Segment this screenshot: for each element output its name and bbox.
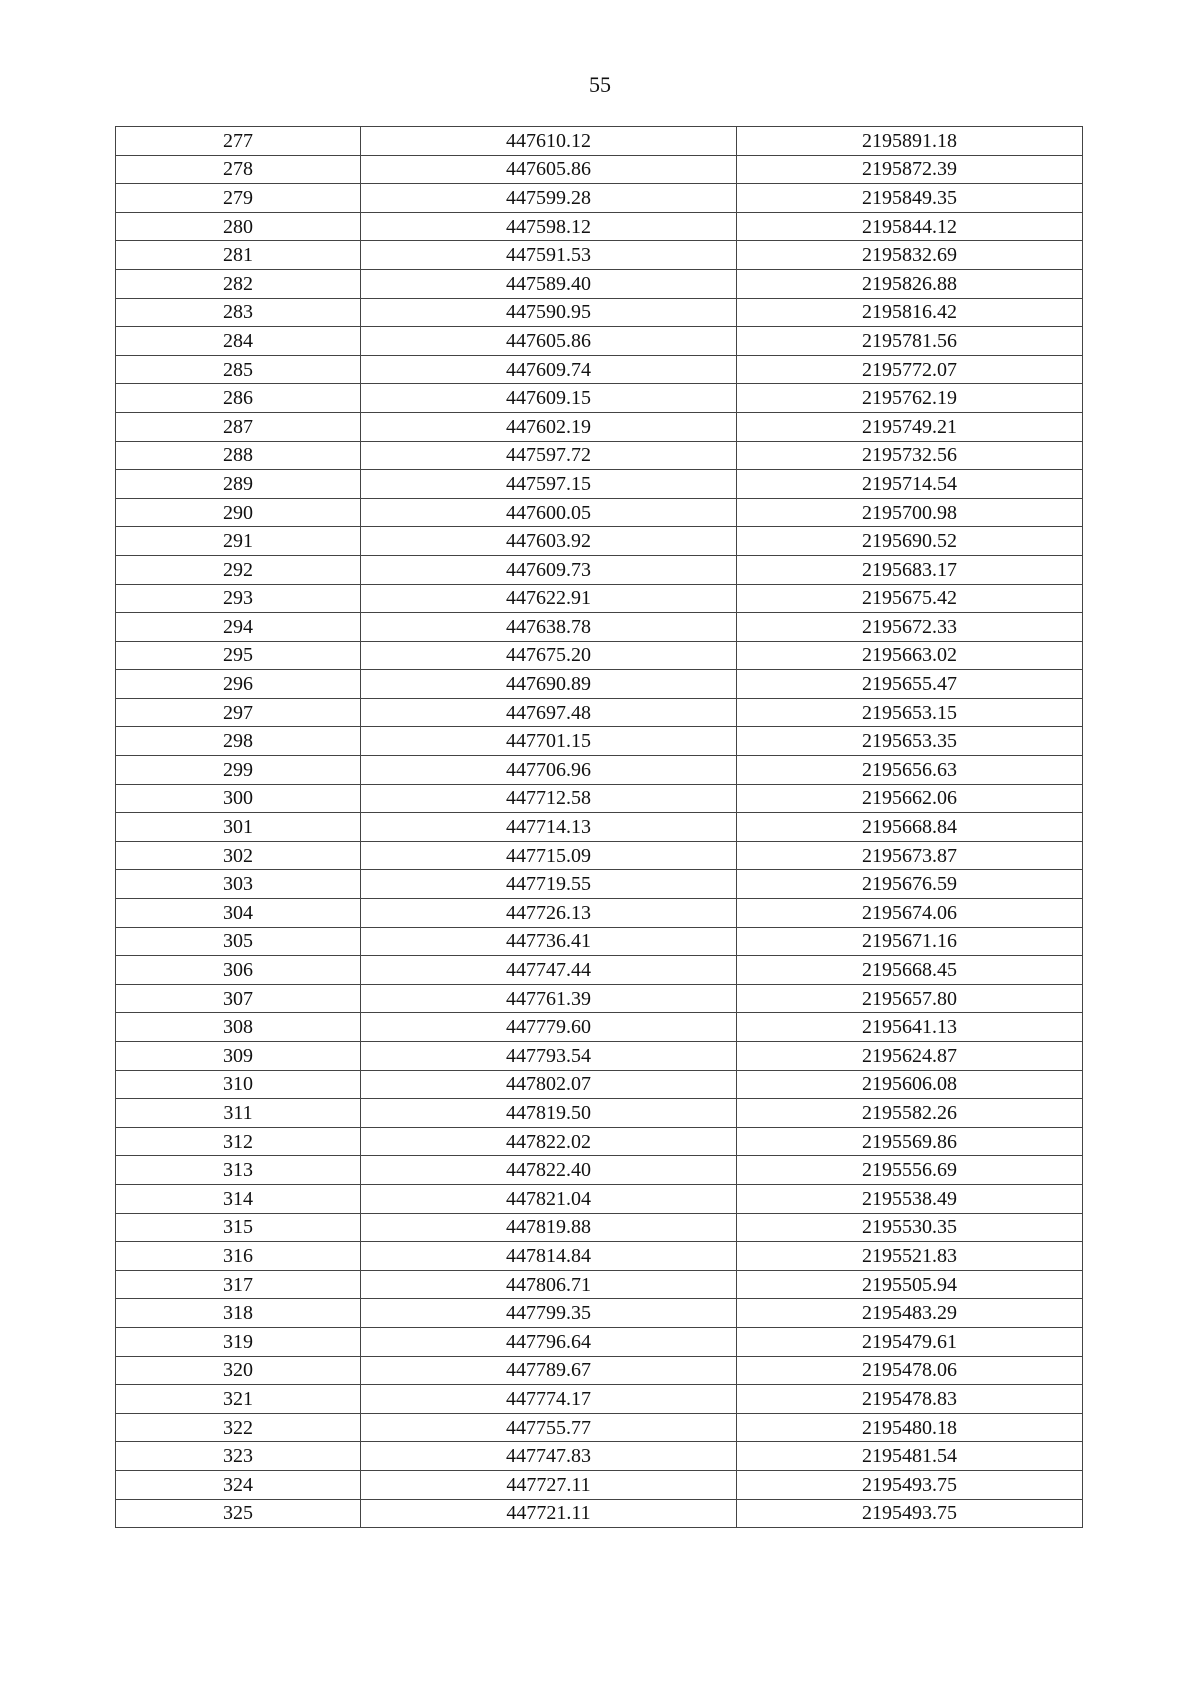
y-coordinate-cell: 2195493.75 xyxy=(737,1470,1083,1499)
y-coordinate-cell: 2195872.39 xyxy=(737,155,1083,184)
x-coordinate-cell: 447590.95 xyxy=(361,298,737,327)
x-coordinate-cell: 447600.05 xyxy=(361,498,737,527)
table-row xyxy=(116,298,1083,327)
x-coordinate-cell: 447822.02 xyxy=(361,1127,737,1156)
x-coordinate-cell: 447609.15 xyxy=(361,384,737,413)
point-number-cell: 325 xyxy=(116,1499,361,1528)
point-number-cell: 320 xyxy=(116,1356,361,1385)
y-coordinate-cell: 2195732.56 xyxy=(737,441,1083,470)
point-number-cell: 317 xyxy=(116,1270,361,1299)
point-number-cell: 287 xyxy=(116,412,361,441)
y-coordinate-cell: 2195481.54 xyxy=(737,1442,1083,1471)
point-number-cell: 282 xyxy=(116,269,361,298)
table-row xyxy=(116,184,1083,213)
y-coordinate-cell: 2195538.49 xyxy=(737,1184,1083,1213)
point-number-cell: 308 xyxy=(116,1013,361,1042)
table-row xyxy=(116,956,1083,985)
x-coordinate-cell: 447609.74 xyxy=(361,355,737,384)
table-row xyxy=(116,155,1083,184)
point-number-cell: 315 xyxy=(116,1213,361,1242)
point-number-cell: 280 xyxy=(116,212,361,241)
point-number-cell: 321 xyxy=(116,1385,361,1414)
point-number-cell: 286 xyxy=(116,384,361,413)
y-coordinate-cell: 2195816.42 xyxy=(737,298,1083,327)
table-row xyxy=(116,1327,1083,1356)
table-row xyxy=(116,927,1083,956)
point-number-cell: 324 xyxy=(116,1470,361,1499)
y-coordinate-cell: 2195493.75 xyxy=(737,1499,1083,1528)
point-number-cell: 305 xyxy=(116,927,361,956)
y-coordinate-cell: 2195521.83 xyxy=(737,1242,1083,1271)
y-coordinate-cell: 2195749.21 xyxy=(737,412,1083,441)
table-row xyxy=(116,984,1083,1013)
x-coordinate-cell: 447736.41 xyxy=(361,927,737,956)
x-coordinate-cell: 447690.89 xyxy=(361,670,737,699)
point-number-cell: 288 xyxy=(116,441,361,470)
point-number-cell: 306 xyxy=(116,956,361,985)
y-coordinate-cell: 2195479.61 xyxy=(737,1327,1083,1356)
table-row xyxy=(116,870,1083,899)
y-coordinate-cell: 2195762.19 xyxy=(737,384,1083,413)
table-row xyxy=(116,784,1083,813)
point-number-cell: 304 xyxy=(116,899,361,928)
y-coordinate-cell: 2195505.94 xyxy=(737,1270,1083,1299)
x-coordinate-cell: 447602.19 xyxy=(361,412,737,441)
point-number-cell: 295 xyxy=(116,641,361,670)
y-coordinate-cell: 2195832.69 xyxy=(737,241,1083,270)
table-row xyxy=(116,899,1083,928)
y-coordinate-cell: 2195683.17 xyxy=(737,555,1083,584)
x-coordinate-cell: 447599.28 xyxy=(361,184,737,213)
y-coordinate-cell: 2195641.13 xyxy=(737,1013,1083,1042)
point-number-cell: 284 xyxy=(116,327,361,356)
point-number-cell: 299 xyxy=(116,756,361,785)
y-coordinate-cell: 2195675.42 xyxy=(737,584,1083,613)
x-coordinate-cell: 447761.39 xyxy=(361,984,737,1013)
table-row xyxy=(116,355,1083,384)
x-coordinate-cell: 447697.48 xyxy=(361,698,737,727)
y-coordinate-cell: 2195569.86 xyxy=(737,1127,1083,1156)
point-number-cell: 290 xyxy=(116,498,361,527)
y-coordinate-cell: 2195653.35 xyxy=(737,727,1083,756)
table-row xyxy=(116,1099,1083,1128)
table-row xyxy=(116,584,1083,613)
x-coordinate-cell: 447796.64 xyxy=(361,1327,737,1356)
coordinates-table xyxy=(115,126,1083,1528)
table-row xyxy=(116,1270,1083,1299)
x-coordinate-cell: 447603.92 xyxy=(361,527,737,556)
x-coordinate-cell: 447638.78 xyxy=(361,613,737,642)
x-coordinate-cell: 447747.83 xyxy=(361,1442,737,1471)
point-number-cell: 294 xyxy=(116,613,361,642)
x-coordinate-cell: 447714.13 xyxy=(361,813,737,842)
table-row xyxy=(116,1299,1083,1328)
x-coordinate-cell: 447609.73 xyxy=(361,555,737,584)
y-coordinate-cell: 2195478.06 xyxy=(737,1356,1083,1385)
y-coordinate-cell: 2195662.06 xyxy=(737,784,1083,813)
x-coordinate-cell: 447789.67 xyxy=(361,1356,737,1385)
table-row xyxy=(116,670,1083,699)
y-coordinate-cell: 2195624.87 xyxy=(737,1042,1083,1071)
table-row xyxy=(116,384,1083,413)
y-coordinate-cell: 2195478.83 xyxy=(737,1385,1083,1414)
x-coordinate-cell: 447622.91 xyxy=(361,584,737,613)
x-coordinate-cell: 447747.44 xyxy=(361,956,737,985)
x-coordinate-cell: 447806.71 xyxy=(361,1270,737,1299)
point-number-cell: 279 xyxy=(116,184,361,213)
point-number-cell: 302 xyxy=(116,841,361,870)
y-coordinate-cell: 2195714.54 xyxy=(737,470,1083,499)
x-coordinate-cell: 447793.54 xyxy=(361,1042,737,1071)
table-row xyxy=(116,813,1083,842)
table-row xyxy=(116,555,1083,584)
y-coordinate-cell: 2195655.47 xyxy=(737,670,1083,699)
point-number-cell: 323 xyxy=(116,1442,361,1471)
table-row xyxy=(116,1442,1083,1471)
y-coordinate-cell: 2195653.15 xyxy=(737,698,1083,727)
point-number-cell: 316 xyxy=(116,1242,361,1271)
point-number-cell: 281 xyxy=(116,241,361,270)
x-coordinate-cell: 447598.12 xyxy=(361,212,737,241)
point-number-cell: 318 xyxy=(116,1299,361,1328)
x-coordinate-cell: 447605.86 xyxy=(361,327,737,356)
table-row xyxy=(116,727,1083,756)
y-coordinate-cell: 2195781.56 xyxy=(737,327,1083,356)
point-number-cell: 300 xyxy=(116,784,361,813)
x-coordinate-cell: 447779.60 xyxy=(361,1013,737,1042)
table-row xyxy=(116,641,1083,670)
y-coordinate-cell: 2195657.80 xyxy=(737,984,1083,1013)
y-coordinate-cell: 2195483.29 xyxy=(737,1299,1083,1328)
y-coordinate-cell: 2195673.87 xyxy=(737,841,1083,870)
x-coordinate-cell: 447701.15 xyxy=(361,727,737,756)
table-row xyxy=(116,1127,1083,1156)
y-coordinate-cell: 2195772.07 xyxy=(737,355,1083,384)
y-coordinate-cell: 2195606.08 xyxy=(737,1070,1083,1099)
point-number-cell: 309 xyxy=(116,1042,361,1071)
point-number-cell: 311 xyxy=(116,1099,361,1128)
table-row xyxy=(116,1413,1083,1442)
y-coordinate-cell: 2195656.63 xyxy=(737,756,1083,785)
y-coordinate-cell: 2195844.12 xyxy=(737,212,1083,241)
x-coordinate-cell: 447819.88 xyxy=(361,1213,737,1242)
table-row xyxy=(116,841,1083,870)
table-row xyxy=(116,1042,1083,1071)
x-coordinate-cell: 447774.17 xyxy=(361,1385,737,1414)
table-row xyxy=(116,756,1083,785)
y-coordinate-cell: 2195826.88 xyxy=(737,269,1083,298)
table-row xyxy=(116,698,1083,727)
x-coordinate-cell: 447719.55 xyxy=(361,870,737,899)
table-row xyxy=(116,1070,1083,1099)
table-row xyxy=(116,212,1083,241)
y-coordinate-cell: 2195663.02 xyxy=(737,641,1083,670)
x-coordinate-cell: 447715.09 xyxy=(361,841,737,870)
x-coordinate-cell: 447822.40 xyxy=(361,1156,737,1185)
y-coordinate-cell: 2195690.52 xyxy=(737,527,1083,556)
point-number-cell: 322 xyxy=(116,1413,361,1442)
x-coordinate-cell: 447721.11 xyxy=(361,1499,737,1528)
y-coordinate-cell: 2195668.45 xyxy=(737,956,1083,985)
coordinates-table-body xyxy=(116,127,1083,1528)
point-number-cell: 293 xyxy=(116,584,361,613)
point-number-cell: 291 xyxy=(116,527,361,556)
point-number-cell: 310 xyxy=(116,1070,361,1099)
y-coordinate-cell: 2195676.59 xyxy=(737,870,1083,899)
y-coordinate-cell: 2195480.18 xyxy=(737,1413,1083,1442)
point-number-cell: 278 xyxy=(116,155,361,184)
table-row xyxy=(116,613,1083,642)
table-row xyxy=(116,441,1083,470)
x-coordinate-cell: 447726.13 xyxy=(361,899,737,928)
table-row xyxy=(116,1470,1083,1499)
x-coordinate-cell: 447605.86 xyxy=(361,155,737,184)
table-row xyxy=(116,1242,1083,1271)
point-number-cell: 285 xyxy=(116,355,361,384)
point-number-cell: 303 xyxy=(116,870,361,899)
x-coordinate-cell: 447675.20 xyxy=(361,641,737,670)
y-coordinate-cell: 2195556.69 xyxy=(737,1156,1083,1185)
x-coordinate-cell: 447819.50 xyxy=(361,1099,737,1128)
x-coordinate-cell: 447821.04 xyxy=(361,1184,737,1213)
y-coordinate-cell: 2195672.33 xyxy=(737,613,1083,642)
x-coordinate-cell: 447814.84 xyxy=(361,1242,737,1271)
point-number-cell: 313 xyxy=(116,1156,361,1185)
page-number: 55 xyxy=(589,72,611,97)
table-row xyxy=(116,241,1083,270)
y-coordinate-cell: 2195891.18 xyxy=(737,127,1083,156)
point-number-cell: 319 xyxy=(116,1327,361,1356)
table-row xyxy=(116,1013,1083,1042)
point-number-cell: 289 xyxy=(116,470,361,499)
x-coordinate-cell: 447591.53 xyxy=(361,241,737,270)
y-coordinate-cell: 2195582.26 xyxy=(737,1099,1083,1128)
x-coordinate-cell: 447727.11 xyxy=(361,1470,737,1499)
point-number-cell: 277 xyxy=(116,127,361,156)
y-coordinate-cell: 2195674.06 xyxy=(737,899,1083,928)
point-number-cell: 314 xyxy=(116,1184,361,1213)
x-coordinate-cell: 447802.07 xyxy=(361,1070,737,1099)
y-coordinate-cell: 2195700.98 xyxy=(737,498,1083,527)
table-row xyxy=(116,1213,1083,1242)
table-row xyxy=(116,498,1083,527)
point-number-cell: 292 xyxy=(116,555,361,584)
table-row xyxy=(116,1356,1083,1385)
table-row xyxy=(116,1184,1083,1213)
x-coordinate-cell: 447706.96 xyxy=(361,756,737,785)
table-row xyxy=(116,470,1083,499)
point-number-cell: 296 xyxy=(116,670,361,699)
x-coordinate-cell: 447610.12 xyxy=(361,127,737,156)
table-row xyxy=(116,1156,1083,1185)
y-coordinate-cell: 2195671.16 xyxy=(737,927,1083,956)
point-number-cell: 307 xyxy=(116,984,361,1013)
table-row xyxy=(116,327,1083,356)
x-coordinate-cell: 447712.58 xyxy=(361,784,737,813)
table-row xyxy=(116,1385,1083,1414)
y-coordinate-cell: 2195668.84 xyxy=(737,813,1083,842)
table-row xyxy=(116,269,1083,298)
table-row xyxy=(116,1499,1083,1528)
table-row xyxy=(116,412,1083,441)
point-number-cell: 297 xyxy=(116,698,361,727)
x-coordinate-cell: 447589.40 xyxy=(361,269,737,298)
table-row xyxy=(116,527,1083,556)
point-number-cell: 283 xyxy=(116,298,361,327)
x-coordinate-cell: 447597.15 xyxy=(361,470,737,499)
x-coordinate-cell: 447799.35 xyxy=(361,1299,737,1328)
table-row xyxy=(116,127,1083,156)
y-coordinate-cell: 2195849.35 xyxy=(737,184,1083,213)
x-coordinate-cell: 447755.77 xyxy=(361,1413,737,1442)
point-number-cell: 312 xyxy=(116,1127,361,1156)
point-number-cell: 298 xyxy=(116,727,361,756)
point-number-cell: 301 xyxy=(116,813,361,842)
y-coordinate-cell: 2195530.35 xyxy=(737,1213,1083,1242)
x-coordinate-cell: 447597.72 xyxy=(361,441,737,470)
